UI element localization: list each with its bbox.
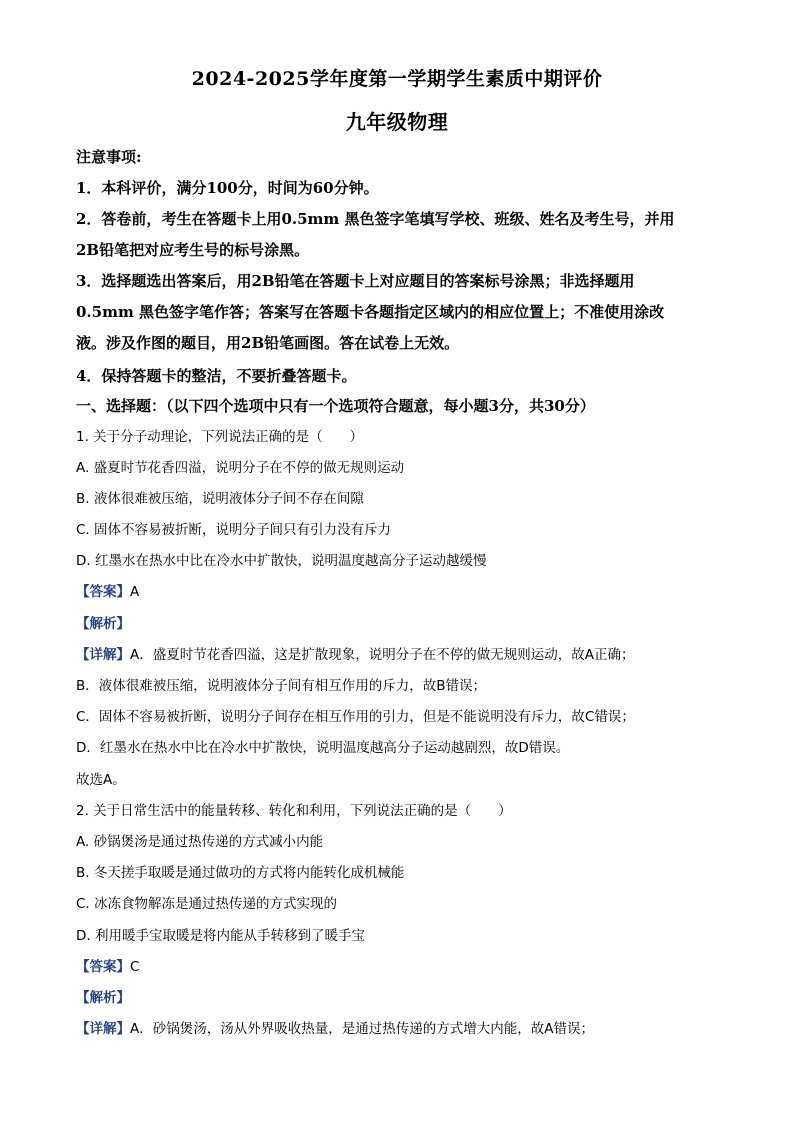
question-option: C. 冰冻食物解冻是通过热传递的方式实现的 xyxy=(76,896,338,912)
notice-item: 液。涉及作图的题目，用2B铅笔画图。答在试卷上无效。 xyxy=(76,334,460,352)
notice-item: 2B铅笔把对应考生号的标号涂黑。 xyxy=(76,241,310,259)
answer-line xyxy=(76,582,716,602)
question-option: A. 砂锅煲汤是通过热传递的方式减小内能 xyxy=(76,834,324,850)
answer-value: C xyxy=(130,959,140,975)
notice-item: 3．选择题选出答案后，用2B铅笔在答题卡上对应题目的答案标号涂黑；非选择题用 xyxy=(76,272,635,290)
detail-text: B．液体很难被压缩，说明液体分子间有相互作用的斥力，故B错误； xyxy=(76,678,487,694)
analysis-tag: 【解析】 xyxy=(76,616,130,632)
analysis-tag: 【解析】 xyxy=(76,990,130,1006)
answer-value: A xyxy=(130,584,140,600)
detail-text: A．盛夏时节花香四溢，这是扩散现象，说明分子在不停的做无规则运动，故A正确； xyxy=(130,647,635,663)
detail-line xyxy=(76,1019,716,1039)
question-option: B. 液体很难被压缩，说明液体分子间不存在间隙 xyxy=(76,491,364,507)
exam-title: 2024-2025学年度第一学期学生素质中期评价 xyxy=(191,68,603,90)
question-option: B. 冬天搓手取暖是通过做功的方式将内能转化成机械能 xyxy=(76,865,405,881)
notice-heading: 注意事项: xyxy=(76,148,142,166)
detail-text: A．砂锅煲汤，汤从外界吸收热量，是通过热传递的方式增大内能，故A错误； xyxy=(130,1021,594,1037)
notice-item: 1．本科评价，满分100分，时间为60分钟。 xyxy=(76,179,379,197)
question-stem: 2. 关于日常生活中的能量转移、转化和利用，下列说法正确的是（ ） xyxy=(76,803,512,819)
question-stem: 1. 关于分子动理论，下列说法正确的是（ ） xyxy=(76,429,364,445)
detail-tag: 【详解】 xyxy=(76,647,130,663)
conclusion-text: 故选A。 xyxy=(76,772,126,788)
answer-tag: 【答案】 xyxy=(76,959,130,975)
detail-text: C．固体不容易被折断，说明分子间存在相互作用的引力，但是不能说明没有斥力，故C错误； xyxy=(76,709,635,725)
notice-item: 4．保持答题卡的整洁，不要折叠答题卡。 xyxy=(76,367,357,385)
answer-line xyxy=(76,957,716,977)
answer-tag: 【答案】 xyxy=(76,584,130,600)
detail-line xyxy=(76,645,716,665)
detail-text: D．红墨水在热水中比在冷水中扩散快，说明温度越高分子运动越剧烈，故D错误。 xyxy=(76,740,570,756)
notice-item: 2．答卷前，考生在答题卡上用0.5mm 黑色签字笔填写学校、班级、姓名及考生号，并用 xyxy=(76,210,675,228)
exam-subject: 九年级物理 xyxy=(345,110,449,134)
notice-item: 0.5mm 黑色签字笔作答；答案写在答题卡各题指定区域内的相应位置上；不准使用涂改 xyxy=(76,303,665,321)
question-option: D. 红墨水在热水中比在冷水中扩散快，说明温度越高分子运动越缓慢 xyxy=(76,553,487,569)
question-option: D. 利用暖手宝取暖是将内能从手转移到了暖手宝 xyxy=(76,928,365,944)
question-option: A. 盛夏时节花香四溢，说明分子在不停的做无规则运动 xyxy=(76,460,405,476)
detail-tag: 【详解】 xyxy=(76,1021,130,1037)
section-heading: 一、选择题：（以下四个选项中只有一个选项符合题意，每小题3分，共30分） xyxy=(76,397,595,415)
question-option: C. 固体不容易被折断，说明分子间只有引力没有斥力 xyxy=(76,522,392,538)
